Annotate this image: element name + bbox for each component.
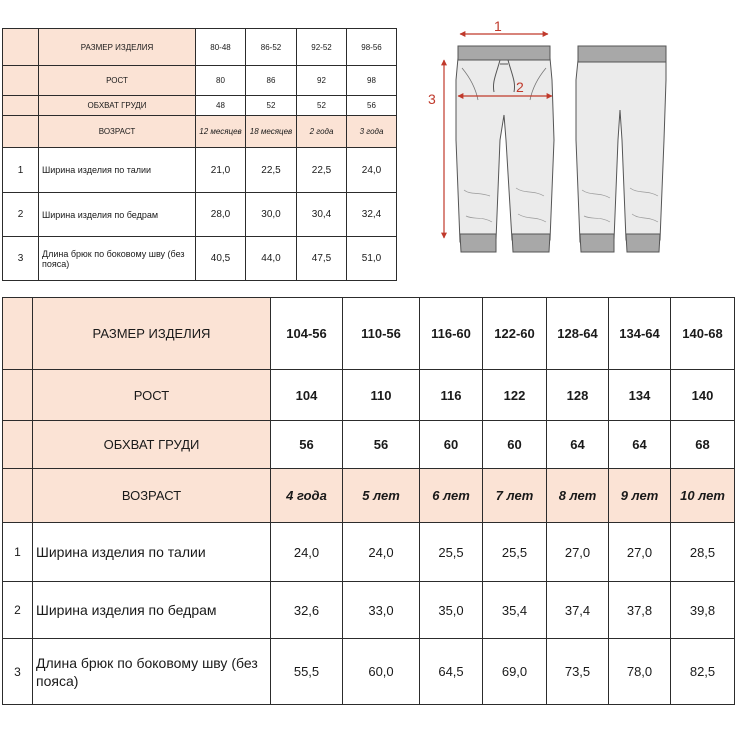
chest-cell: 60 (420, 421, 483, 469)
measurement-value: 82,5 (671, 639, 735, 705)
measurement-label: Ширина изделия по бедрам (39, 193, 196, 237)
measurement-value: 22,5 (246, 148, 297, 193)
size-cell: 86-52 (246, 29, 297, 66)
measurement-value: 47,5 (297, 237, 347, 281)
index-cell-empty (3, 469, 33, 523)
header-row-chest (3, 421, 735, 469)
height-cell: 80 (196, 66, 246, 96)
pants-front-view (456, 46, 554, 252)
row-index: 1 (3, 523, 33, 582)
measure-label-2: 2 (516, 79, 524, 95)
size-cell: 92-52 (297, 29, 347, 66)
measurement-value: 35,0 (420, 582, 483, 639)
pants-measurement-diagram (420, 20, 670, 270)
measurement-label: Ширина изделия по бедрам (33, 582, 271, 639)
measurement-value: 73,5 (547, 639, 609, 705)
chest-cell: 64 (609, 421, 671, 469)
table-row (3, 237, 397, 281)
chest-cell: 52 (297, 96, 347, 116)
height-cell: 92 (297, 66, 347, 96)
header-row-height (3, 370, 735, 421)
pants-back-waistband (578, 46, 666, 62)
row-index: 2 (3, 582, 33, 639)
pants-back-body (576, 60, 666, 242)
index-cell-empty (3, 421, 33, 469)
age-cell: 4 года (271, 469, 343, 523)
measurement-value: 33,0 (343, 582, 420, 639)
measurement-value: 25,5 (483, 523, 547, 582)
height-cell: 110 (343, 370, 420, 421)
height-cell: 122 (483, 370, 547, 421)
measurement-waist (460, 20, 548, 34)
measurement-value: 27,0 (547, 523, 609, 582)
pants-front-waistband (458, 46, 550, 60)
index-cell-empty (3, 96, 39, 116)
measurement-value: 69,0 (483, 639, 547, 705)
measurement-label: Длина брюк по боковому шву (без пояса) (39, 237, 196, 281)
row-index: 3 (3, 237, 39, 281)
age-cell: 5 лет (343, 469, 420, 523)
measurement-value: 25,5 (420, 523, 483, 582)
row-index: 3 (3, 639, 33, 705)
measurement-value: 44,0 (246, 237, 297, 281)
size-cell: 104-56 (271, 298, 343, 370)
age-cell: 2 года (297, 116, 347, 148)
measurement-label: Длина брюк по боковому шву (без пояса) (33, 639, 271, 705)
chest-cell: 52 (246, 96, 297, 116)
measurement-value: 30,0 (246, 193, 297, 237)
chest-cell: 56 (343, 421, 420, 469)
height-cell: 116 (420, 370, 483, 421)
measurement-side-seam (428, 60, 444, 238)
measurement-value: 30,4 (297, 193, 347, 237)
measurement-value: 35,4 (483, 582, 547, 639)
measurement-value: 78,0 (609, 639, 671, 705)
measurement-value: 22,5 (297, 148, 347, 193)
index-cell-empty (3, 29, 39, 66)
row-label: ВОЗРАСТ (33, 469, 271, 523)
age-cell: 6 лет (420, 469, 483, 523)
measurement-value: 55,5 (271, 639, 343, 705)
index-cell-empty (3, 298, 33, 370)
row-label: ОБХВАТ ГРУДИ (33, 421, 271, 469)
age-cell: 9 лет (609, 469, 671, 523)
age-cell: 8 лет (547, 469, 609, 523)
measurement-value: 32,4 (347, 193, 397, 237)
age-cell: 12 месяцев (196, 116, 246, 148)
chest-cell: 56 (347, 96, 397, 116)
row-label: ОБХВАТ ГРУДИ (39, 96, 196, 116)
size-cell: 128-64 (547, 298, 609, 370)
height-cell: 98 (347, 66, 397, 96)
age-cell: 3 года (347, 116, 397, 148)
height-cell: 140 (671, 370, 735, 421)
height-cell: 134 (609, 370, 671, 421)
measurement-label: Ширина изделия по талии (33, 523, 271, 582)
measurement-value: 60,0 (343, 639, 420, 705)
size-cell: 98-56 (347, 29, 397, 66)
measure-label-1: 1 (494, 20, 502, 34)
header-row-age (3, 469, 735, 523)
pants-front-cuff-left (460, 234, 496, 252)
header-row-height (3, 66, 397, 96)
pants-front-cuff-right (512, 234, 550, 252)
header-row-chest (3, 96, 397, 116)
height-cell: 104 (271, 370, 343, 421)
size-cell: 116-60 (420, 298, 483, 370)
chest-cell: 48 (196, 96, 246, 116)
measurement-value: 40,5 (196, 237, 246, 281)
chest-cell: 56 (271, 421, 343, 469)
measurement-value: 64,5 (420, 639, 483, 705)
size-cell: 80-48 (196, 29, 246, 66)
measure-label-3: 3 (428, 91, 436, 107)
age-cell: 7 лет (483, 469, 547, 523)
size-table-small (2, 28, 397, 281)
measurement-value: 51,0 (347, 237, 397, 281)
table-row (3, 582, 735, 639)
header-row-size (3, 29, 397, 66)
table-row (3, 523, 735, 582)
chest-cell: 64 (547, 421, 609, 469)
size-cell: 134-64 (609, 298, 671, 370)
size-cell: 122-60 (483, 298, 547, 370)
table-row (3, 193, 397, 237)
height-cell: 86 (246, 66, 297, 96)
measurement-value: 37,8 (609, 582, 671, 639)
row-label: РАЗМЕР ИЗДЕЛИЯ (33, 298, 271, 370)
pants-back-cuff-left (580, 234, 614, 252)
measurement-value: 24,0 (343, 523, 420, 582)
index-cell-empty (3, 116, 39, 148)
row-label: РОСТ (33, 370, 271, 421)
pants-back-cuff-right (626, 234, 660, 252)
row-index: 1 (3, 148, 39, 193)
size-cell: 140-68 (671, 298, 735, 370)
measurement-value: 37,4 (547, 582, 609, 639)
pants-back-view (576, 46, 666, 252)
measurement-value: 24,0 (347, 148, 397, 193)
index-cell-empty (3, 66, 39, 96)
size-cell: 110-56 (343, 298, 420, 370)
chest-cell: 68 (671, 421, 735, 469)
pants-front-body (456, 58, 554, 242)
measurement-value: 27,0 (609, 523, 671, 582)
age-cell: 18 месяцев (246, 116, 297, 148)
measurement-value: 24,0 (271, 523, 343, 582)
row-label: ВОЗРАСТ (39, 116, 196, 148)
height-cell: 128 (547, 370, 609, 421)
measurement-value: 21,0 (196, 148, 246, 193)
measurement-value: 28,0 (196, 193, 246, 237)
measurement-label: Ширина изделия по талии (39, 148, 196, 193)
table-row (3, 639, 735, 705)
measurement-value: 28,5 (671, 523, 735, 582)
size-table-large (2, 297, 735, 705)
row-index: 2 (3, 193, 39, 237)
measurement-value: 32,6 (271, 582, 343, 639)
row-label: РАЗМЕР ИЗДЕЛИЯ (39, 29, 196, 66)
age-cell: 10 лет (671, 469, 735, 523)
header-row-size (3, 298, 735, 370)
table-row (3, 148, 397, 193)
header-row-age (3, 116, 397, 148)
chest-cell: 60 (483, 421, 547, 469)
measurement-value: 39,8 (671, 582, 735, 639)
row-label: РОСТ (39, 66, 196, 96)
index-cell-empty (3, 370, 33, 421)
